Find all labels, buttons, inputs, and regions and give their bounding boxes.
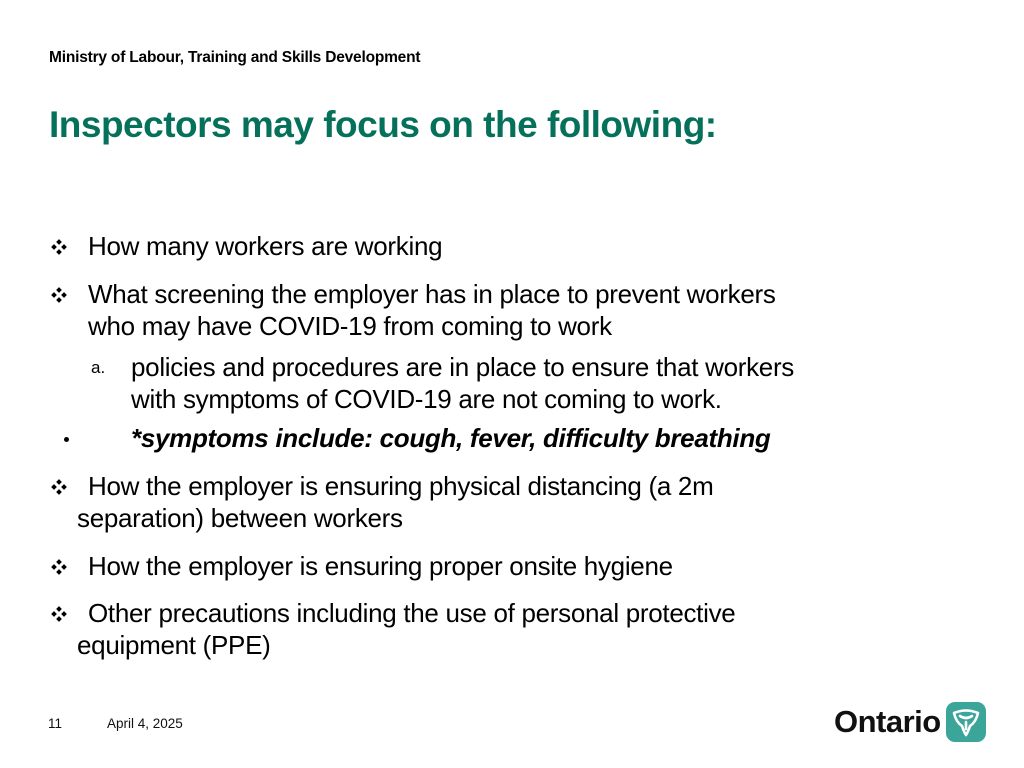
bullet-item-continuation: [77, 502, 403, 534]
bullet-text: Other precautions including the use of personal protective: [88, 598, 736, 628]
bullet-text: How many workers are working: [88, 231, 443, 261]
sub-item-text: policies and procedures are in place to ensure that workers: [131, 352, 795, 382]
bullet-item: [88, 550, 673, 582]
page-number: 11: [48, 716, 63, 731]
bullet-text: How the employer is ensuring physical distancing (a 2m: [88, 471, 714, 501]
trillium-icon: [946, 702, 986, 742]
bullet-text: who may have COVID-19 from coming to work: [88, 311, 612, 341]
diamond-bullet-icon: [52, 288, 66, 302]
bullet-text: How the employer is ensuring proper onsite hygiene: [88, 551, 673, 581]
ontario-logo-text: Ontario: [834, 704, 941, 739]
diamond-bullet-icon: [52, 560, 66, 574]
symptoms-text: *symptoms include: cough, fever, difficulty breathing: [131, 423, 771, 453]
sub-item-marker: a.: [91, 358, 106, 377]
sub-item-text: with symptoms of COVID-19 are not coming to work.: [131, 384, 722, 414]
bullet-item: [88, 230, 442, 262]
bullet-item-continuation: [77, 629, 270, 661]
ministry-name: Ministry of Labour, Training and Skills Development: [49, 49, 421, 66]
slide-date: April 4, 2025: [107, 716, 183, 731]
bullet-item: [88, 278, 776, 342]
bullet-text: equipment (PPE): [77, 630, 271, 660]
bullet-item: [88, 470, 713, 502]
bullet-text: What screening the employer has in place to prevent workers: [88, 279, 776, 309]
sub-item: [131, 351, 794, 415]
dot-bullet-icon: [64, 437, 69, 442]
diamond-bullet-icon: [52, 607, 66, 621]
bullet-item: [88, 597, 735, 629]
symptoms-note: [131, 422, 771, 454]
bullet-text: separation) between workers: [77, 503, 403, 533]
slide-title: Inspectors may focus on the following:: [49, 104, 717, 145]
diamond-bullet-icon: [52, 240, 66, 254]
diamond-bullet-icon: [52, 480, 66, 494]
